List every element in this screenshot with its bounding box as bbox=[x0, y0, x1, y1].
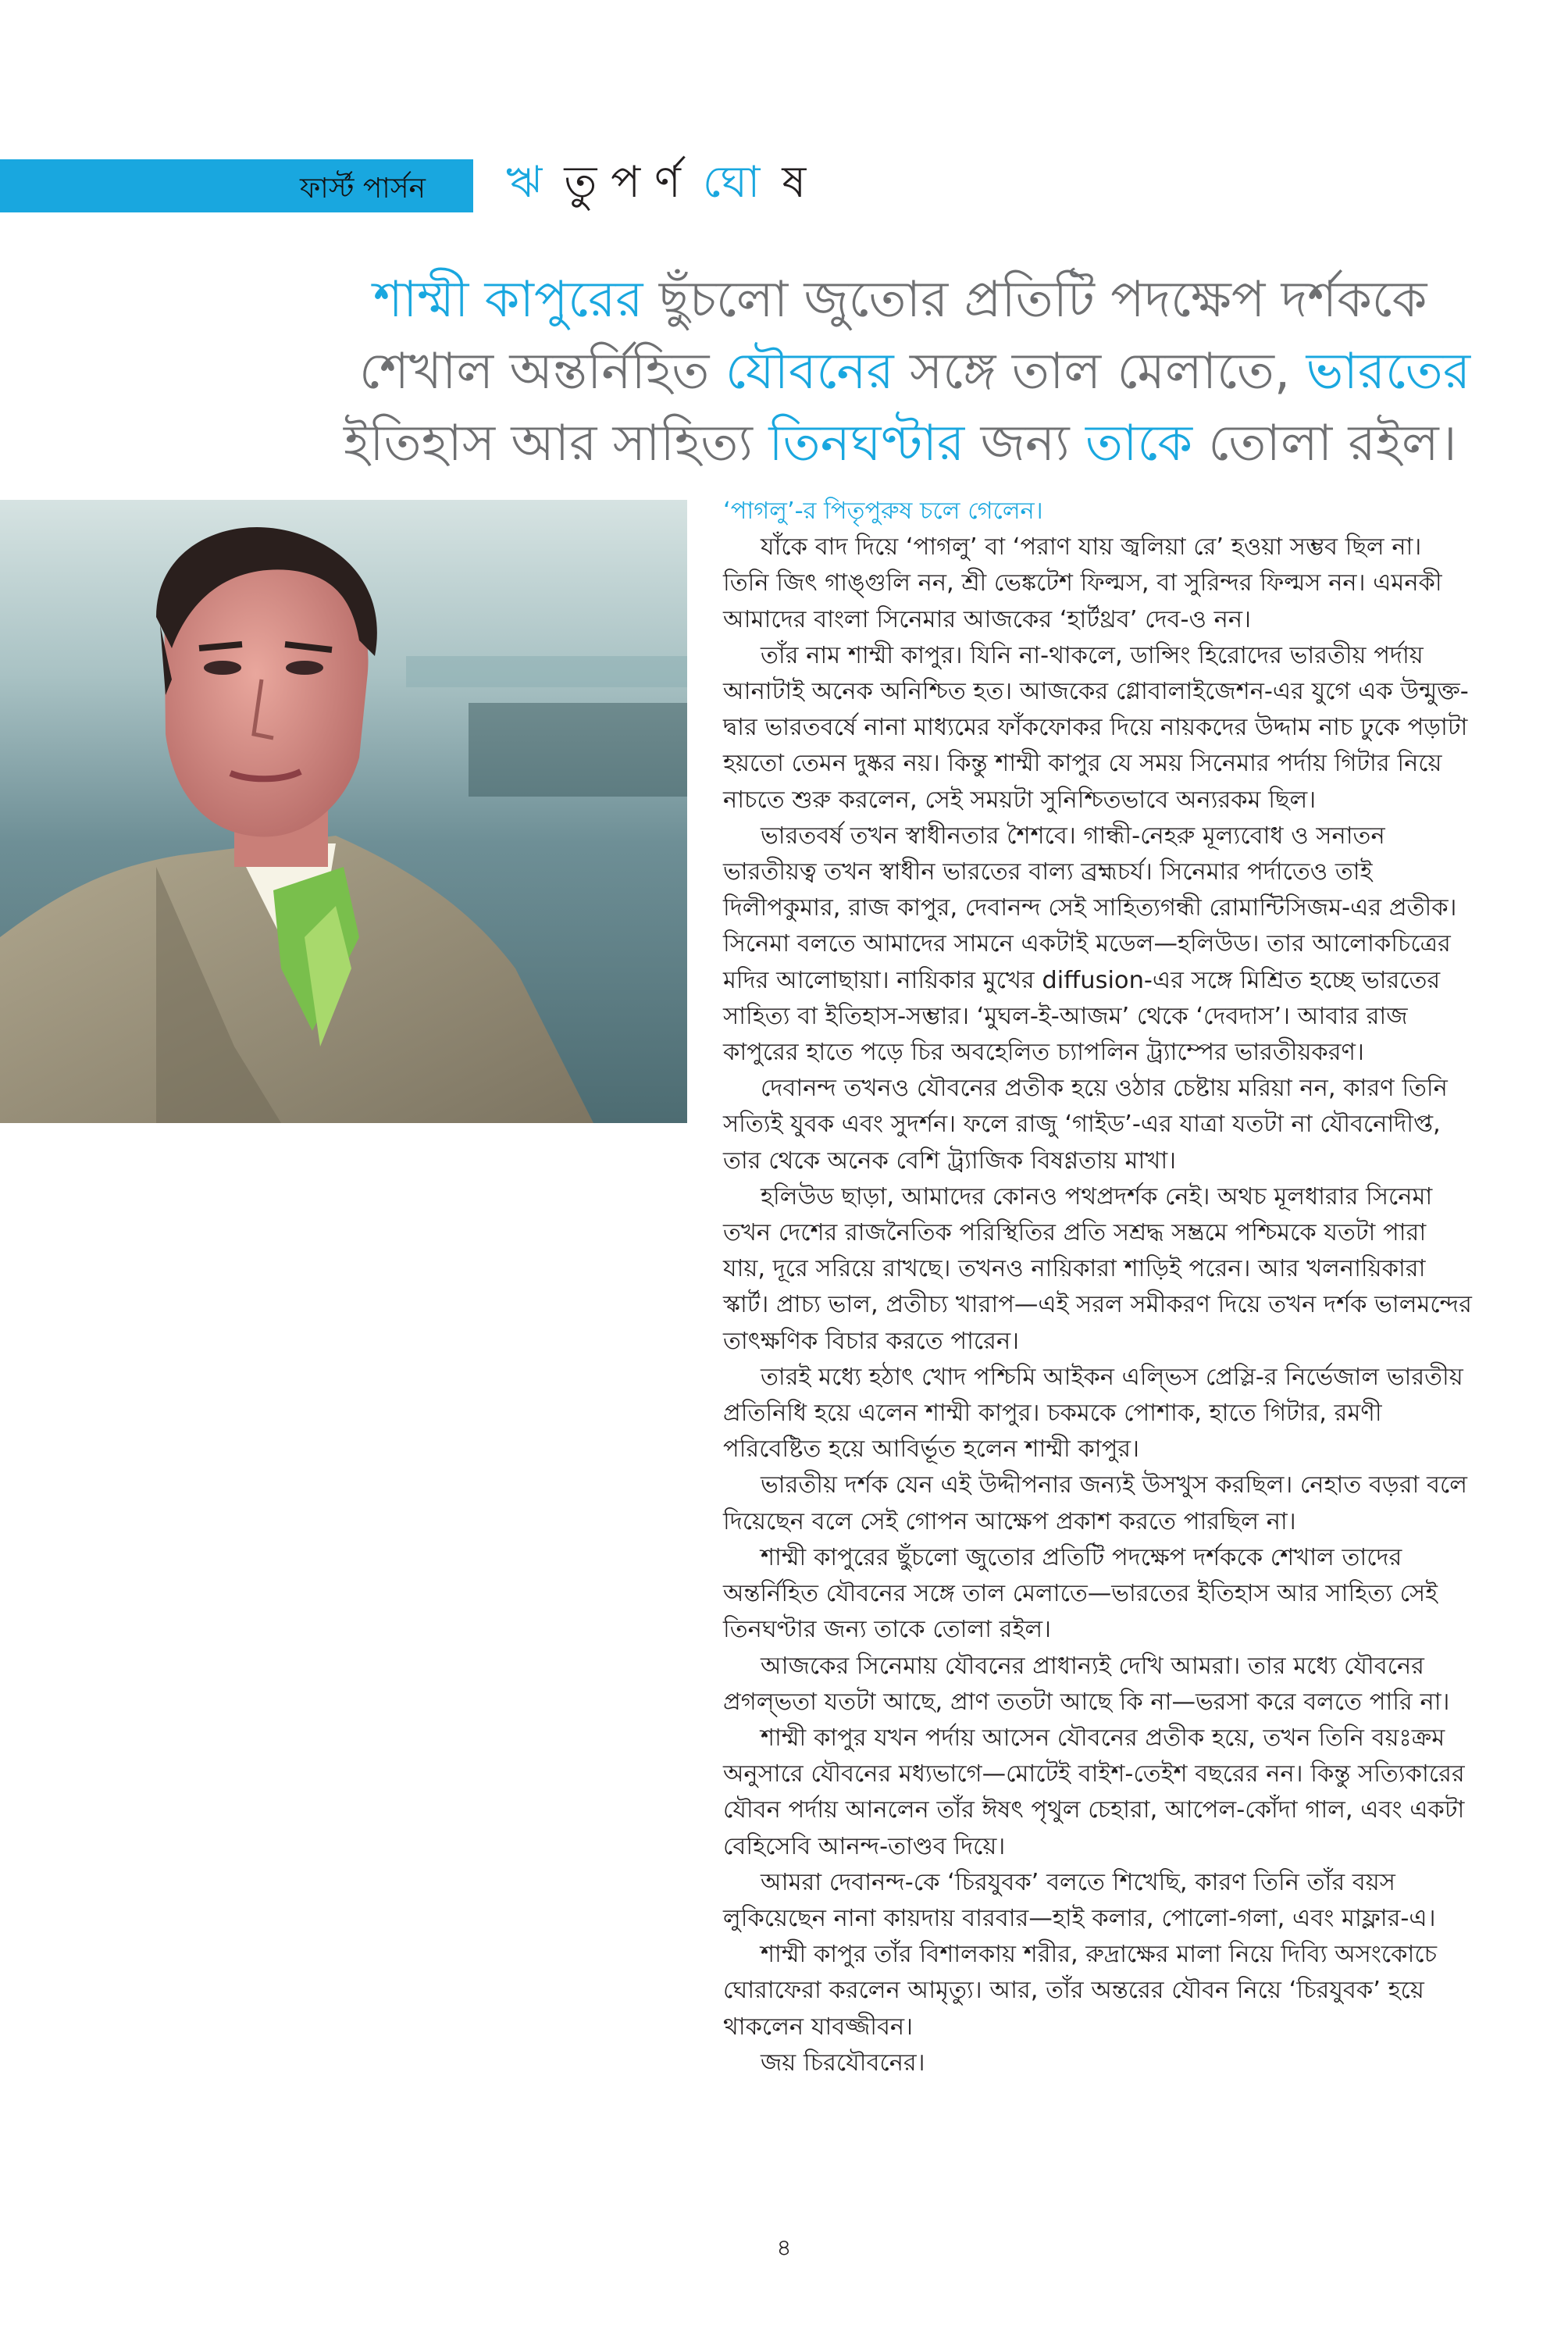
quote-text: তোলা রইল। bbox=[1192, 415, 1457, 472]
quote-text: সঙ্গে তাল মেলাতে, bbox=[893, 343, 1306, 401]
article-paragraph: যাঁকে বাদ দিয়ে ‘পাগলু’ বা ‘পরাণ যায় জ্বলিয়া রে’ হওয়া সম্ভব ছিল না। তিনি জিৎ গাঙ্গুলি নন, শ্রী ভেঙ্কটেশ ফিল্মস, বা সুরিন্দর ফিল্মস নন। এমনকী আমাদের বাংলা সিনেমার আজকের ‘হার্টথ্রব’ দেব-ও নন। bbox=[723, 533, 1442, 633]
quote-text: ইতিহাস আর সাহিত্য bbox=[344, 415, 769, 472]
article-subhead: ‘পাগলু’-র পিতৃপুরুষ চলে গেলেন। bbox=[723, 497, 1043, 525]
article-paragraph: আমরা দেবানন্দ-কে ‘চিরযুবক’ বলতে শিখেছি, কারণ তিনি তাঁর বয়স লুকিয়েছেন নানা কায়দায় বারবার—হাই কলার, পোলো-গলা, এবং মাফ্লার-এ। bbox=[723, 1868, 1436, 1932]
article-paragraph: শাম্মী কাপুর তাঁর বিশালকায় শরীর, রুদ্রাক্ষের মালা নিয়ে দিব্যি অসংকোচে ঘোরাফেরা করলেন আমৃত্যু। আর, তাঁর অন্তরের যৌবন নিয়ে ‘চিরযুবক’ হয়ে থাকলেন যাবজ্জীবন। bbox=[723, 1941, 1438, 2041]
article-paragraph: শাম্মী কাপুরের ছুঁচলো জুতোর প্রতিটি পদক্ষেপ দর্শককে শেখাল তাদের অন্তর্নিহিত যৌবনের সঙ্গে তাল মেলাতে—ভারতের ইতিহাস আর সাহিত্য সেই তিনঘণ্টার জন্য তাকে তোলা রইল। bbox=[723, 1543, 1438, 1644]
pull-quote bbox=[344, 264, 1471, 480]
quote-highlight: তাকে bbox=[1085, 415, 1193, 472]
author-name-part: ষ bbox=[782, 157, 807, 208]
quote-text: জন্য bbox=[964, 415, 1085, 472]
article-paragraph: তারই মধ্যে হঠাৎ খোদ পশ্চিমি আইকন এল্ভিস প্রেস্লি-র নির্ভেজাল ভারতীয় প্রতিনিধি হয়ে এলেন শাম্মী কাপুর। চকমকে পোশাক, হাতে গিটার, রমণী পরিবেষ্টিত হয়ে আবির্ভূত হলেন শাম্মী কাপুর। bbox=[723, 1363, 1463, 1464]
pull-quote-line bbox=[344, 264, 1429, 336]
section-label: ফার্স্ট পার্সন bbox=[300, 173, 426, 205]
quote-highlight: তিনঘণ্টার bbox=[768, 415, 965, 472]
author-name-part: ঋ bbox=[506, 157, 543, 208]
article-paragraph: শাম্মী কাপুর যখন পর্দায় আসেন যৌবনের প্রতীক হয়ে, তখন তিনি বয়ঃক্রম অনুসারে যৌবনের মধ্যভাগে—মোটেই বাইশ-তেইশ বছরের নন। কিন্তু সত্যিকারের যৌবন পর্দায় আনলেন তাঁর ঈষৎ পৃথুল চেহারা, আপেল-কোঁদা গাল, এবং একটা বেহিসেবি আনন্দ-তাণ্ডব দিয়ে। bbox=[723, 1724, 1465, 1860]
article-paragraph: ভারতীয় দর্শক যেন এই উদ্দীপনার জন্যই উসখুস করছিল। নেহাত বড়রা বলে দিয়েছেন বলে সেই গোপন আক্ষেপ প্রকাশ করতে পারছিল না। bbox=[723, 1471, 1467, 1535]
article-paragraph: হলিউড ছাড়া, আমাদের কোনও পথপ্রদর্শক নেই। অথচ মূলধারার সিনেমা তখন দেশের রাজনৈতিক পরিস্থিতির প্রতি সশ্রদ্ধ সম্ভ্রমে পশ্চিমকে যতটা পারা যায়, দূরে সরিয়ে রাখছে। তখনও নায়িকারা শাড়িই পরেন। আর খলনায়িকারা স্কার্ট। প্রাচ্য ভাল, প্রতীচ্য খারাপ—এই সরল সমীকরণ দিয়ে তখন দর্শক ভালমন্দের তাৎক্ষণিক বিচার করতে পারেন। bbox=[723, 1182, 1472, 1355]
article-paragraph: তাঁর নাম শাম্মী কাপুর। যিনি না-থাকলে, ডান্সিং হিরোদের ভারতীয় পর্দায় আনাটাই অনেক অনিশ্চিত হত। আজকের গ্লোবালাইজেশন-এর যুগে এক উন্মুক্ত-দ্বার ভারতবর্ষে নানা মাধ্যমের ফাঁকফোকর দিয়ে নায়কদের উদ্দাম নাচ ঢুকে পড়াটা হয়তো তেমন দুষ্কর নয়। কিন্তু শাম্মী কাপুর যে সময় সিনেমার পর্দায় গিটার নিয়ে নাচতে শুরু করলেন, সেই সময়টা সুনিশ্চিতভাবে অন্যরকম ছিল। bbox=[723, 641, 1469, 814]
quote-highlight: যৌবনের bbox=[725, 343, 894, 401]
article-paragraph: আজকের সিনেমায় যৌবনের প্রাধান্যই দেখি আমরা। তার মধ্যে যৌবনের প্রগল্ভতা যতটা আছে, প্রাণ ততটা আছে কি না—ভরসা করে বলতে পারি না। bbox=[723, 1652, 1450, 1716]
quote-text: ছুঁচলো জুতোর প্রতিটি পদক্ষেপ দর্শককে bbox=[643, 271, 1427, 329]
article-body bbox=[723, 494, 1473, 2081]
article-paragraph: দেবানন্দ তখনও যৌবনের প্রতীক হয়ে ওঠার চেষ্টায় মরিয়া নন, কারণ তিনি সত্যিই যুবক এবং সুদর্শন। ফলে রাজু ‘গাইড’-এর যাত্রা যতটা না যৌবনোদীপ্ত, তার থেকে অনেক বেশি ট্র্যাজিক বিষণ্ণতায় মাখা। bbox=[723, 1075, 1448, 1175]
author-name bbox=[506, 148, 806, 222]
quote-highlight: ভারতের bbox=[1306, 343, 1471, 401]
quote-highlight: শাম্মী কাপুরের bbox=[373, 271, 643, 329]
author-name-part: ঘো bbox=[702, 157, 761, 208]
pull-quote-line bbox=[344, 408, 1457, 480]
quote-text: শেখাল অন্তর্নিহিত bbox=[359, 343, 725, 401]
article-paragraph: জয় চিরযৌবনের। bbox=[761, 2049, 925, 2077]
article-paragraph: ভারতবর্ষ তখন স্বাধীনতার শৈশবে। গান্ধী-নেহরু মূল্যবোধ ও সনাতন ভারতীয়ত্ব তখন স্বাধীন ভারতের বাল্য ব্রহ্মচর্য। সিনেমার পর্দাতেও তাই দিলীপকুমার, রাজ কাপুর, দেবানন্দ সেই সাহিত্যগন্ধী রোমান্টিসিজম-এর প্রতীক। সিনেমা বলতে আমাদের সামনে একটাই মডেল—হলিউড। তার আলোকচিত্রের মদির আলোছায়া। নায়িকার মুখের diffusion-এর সঙ্গে মিশ্রিত হচ্ছে ভারতের সাহিত্য বা ইতিহাস-সম্ভার। ‘মুঘল-ই-আজম’ থেকে ‘দেবদাস’। আবার রাজ কাপুরের হাতে পড়ে চির অবহেলিত চ্যাপলিন ট্র্যাম্পের ভারতীয়করণ। bbox=[723, 822, 1457, 1067]
portrait-photo bbox=[0, 500, 687, 1123]
pull-quote-line bbox=[344, 336, 1471, 408]
page-number: ৪ bbox=[776, 2234, 792, 2262]
author-name-part: তু প র্ণ bbox=[564, 157, 681, 208]
